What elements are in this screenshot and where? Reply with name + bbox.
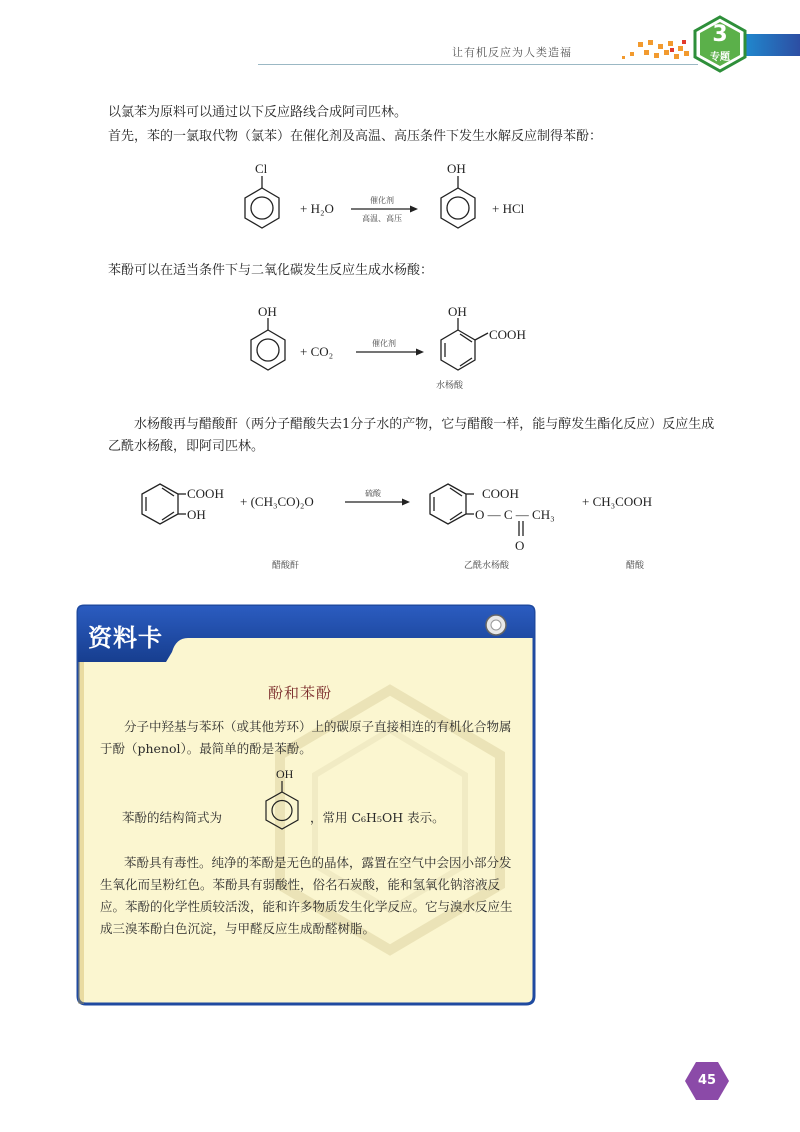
card-formula-prefix: 苯酚的结构简式为 — [122, 810, 223, 825]
reaction-1-condition-bottom: 高温、高压 — [362, 214, 402, 223]
reaction-2-co2: + CO₂ — [300, 344, 334, 359]
reaction-3-acetic-acid: + CH₃COOH — [582, 494, 653, 509]
reaction-2-condition: 催化剂 — [372, 339, 396, 348]
intro-line-1: 以氯苯为原料可以通过以下反应路线合成阿司匹林。 — [108, 105, 408, 120]
card-paragraph-1: 分子中羟基与苯环（或其他芳环）上的碳原子直接相连的有机化合物属于酚（phenol）。最简单的酚是苯酚。 — [100, 719, 512, 756]
card-formula-suffix: ，常用 C₆H₅OH 表示。 — [310, 810, 445, 825]
reaction-3-condition: 硫酸 — [365, 489, 381, 498]
chapter-badge-number: 3 — [712, 22, 728, 47]
salicylic-acid-oh: OH — [448, 304, 467, 319]
reaction-1-water: + H₂O — [300, 201, 334, 216]
card-heading: 酚和苯酚 — [268, 684, 333, 702]
reaction-3-reactant-oh: OH — [187, 507, 206, 522]
phenol-reactant-oh: OH — [258, 304, 277, 319]
card-paragraph-2: 苯酚具有毒性。纯净的苯酚是无色的晶体，露置在空气中会因小部分发生氧化而呈粉红色。苯酚具有弱酸性，俗名石炭酸，能和氢氧化钠溶液反应。苯酚的化学性质较活泼，能和许多物质发生化学反应。它与溴水反应生成三溴苯酚白色沉淀，与甲醛反应生成酚醛树脂。 — [100, 855, 513, 936]
card-tab-label: 资料卡 — [88, 624, 163, 652]
sentence-2: 苯酚可以在适当条件下与二氧化碳发生反应生成水杨酸： — [108, 263, 434, 278]
chlorobenzene-cl: Cl — [255, 161, 268, 176]
reaction-3-anhydride: + (CH₃CO)₂O — [240, 494, 314, 509]
card-phenol-oh: OH — [276, 767, 294, 781]
chapter-title: 让有机反应为人类造福 — [452, 46, 572, 59]
aspirin-carbonyl-oxygen: O — [515, 538, 525, 553]
card-phenol-structure — [258, 764, 306, 836]
paragraph-3: 水杨酸再与醋酸酐（两分子醋酸失去1分子水的产物，它与醋酸一样，能与醇发生酯化反应）反应生成乙酰水杨酸，即阿司匹林。 — [108, 417, 715, 454]
label-acetic-acid: 醋酸 — [626, 561, 645, 571]
intro-line-2: 首先，苯的一氯取代物（氯苯）在催化剂及高温、高压条件下发生水解反应制得苯酚： — [108, 129, 603, 144]
reaction-3-reactant-cooh: COOH — [187, 486, 224, 501]
label-acetic-anhydride: 醋酸酐 — [272, 561, 300, 571]
salicylic-acid-label: 水杨酸 — [436, 381, 464, 391]
reaction-1-hcl: + HCl — [492, 201, 525, 216]
reaction-1-condition-top: 催化剂 — [370, 196, 394, 205]
salicylic-acid-cooh: COOH — [489, 327, 526, 342]
aspirin-ester-group: O — C — CH₃ — [475, 507, 555, 522]
chapter-badge-label: 专题 — [710, 52, 730, 63]
phenol-product-oh: OH — [447, 161, 466, 176]
label-aspirin: 乙酰水杨酸 — [464, 561, 510, 571]
aspirin-cooh: COOH — [482, 486, 519, 501]
page-number: 45 — [697, 1073, 717, 1088]
